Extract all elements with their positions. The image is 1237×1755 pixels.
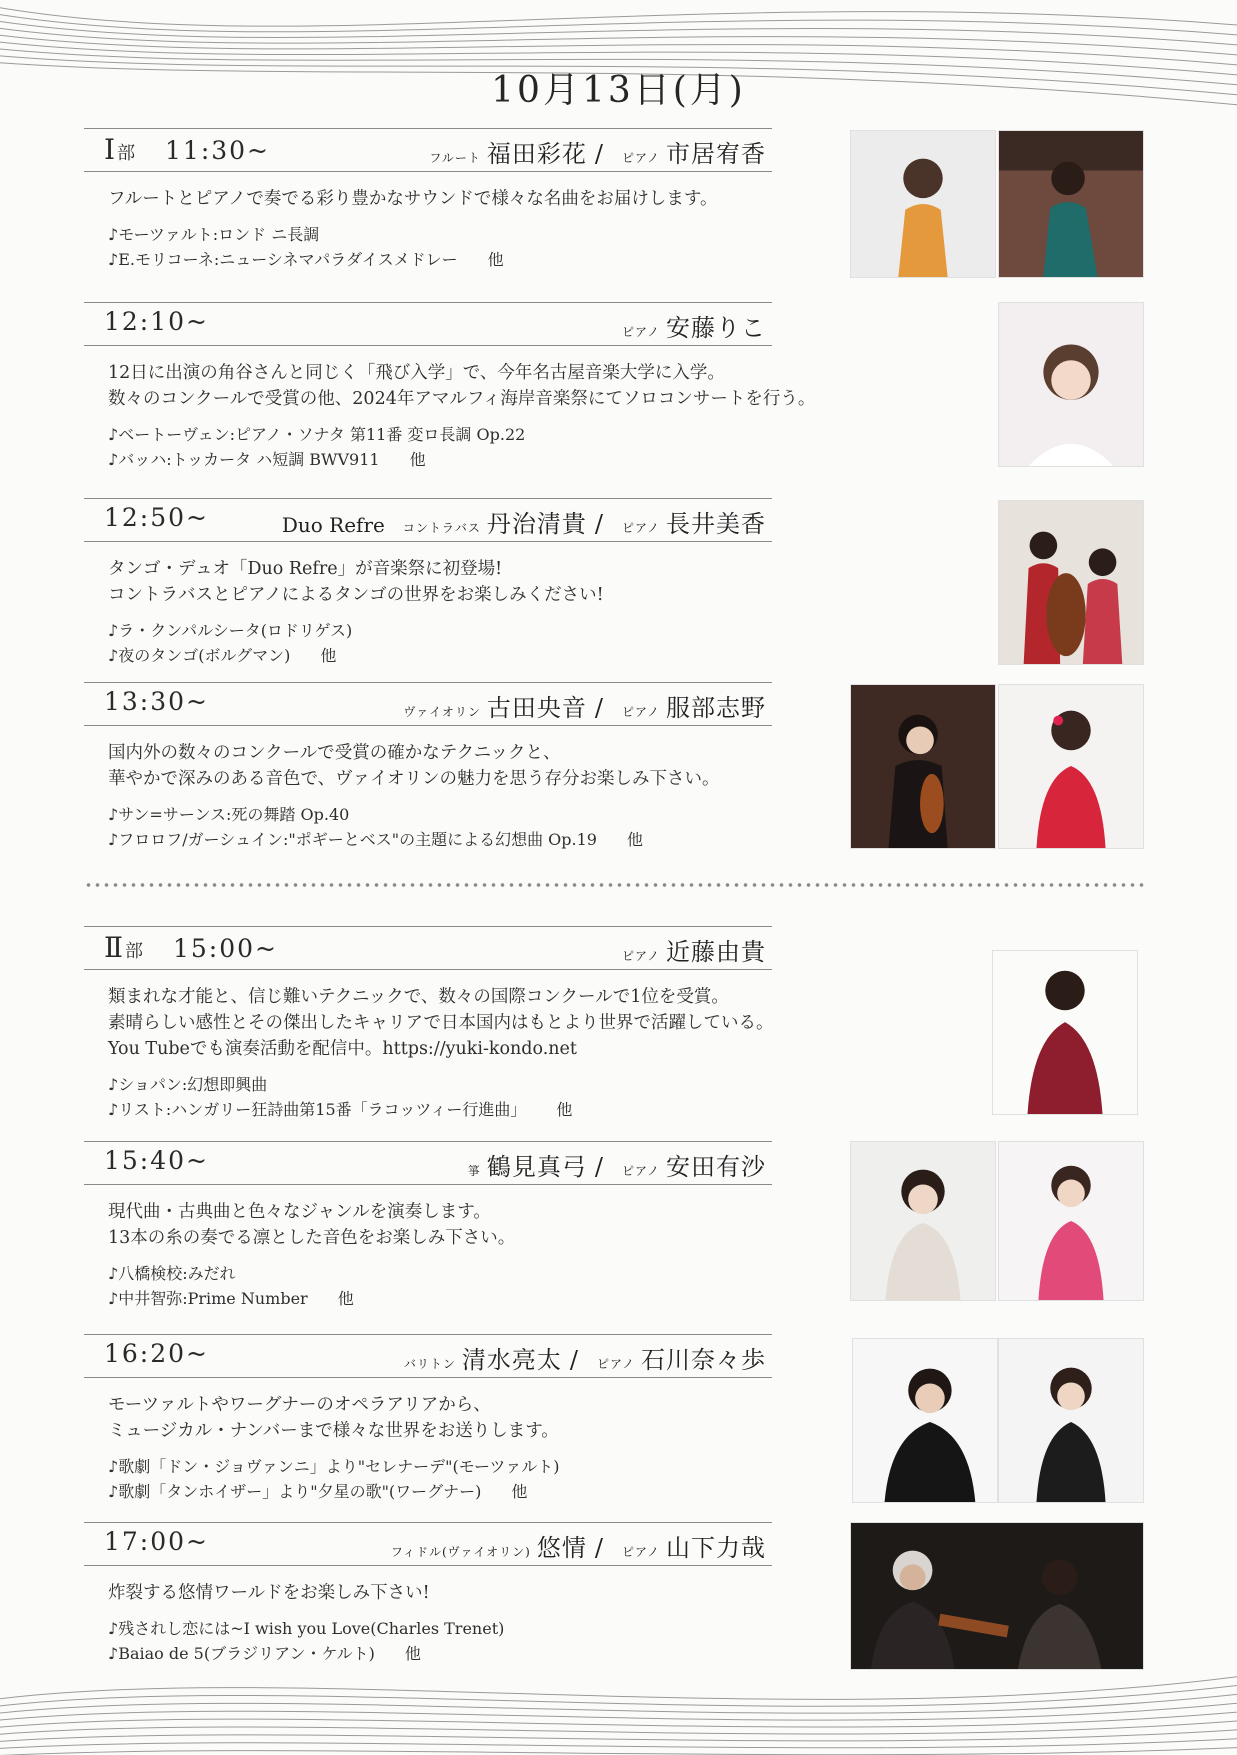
performer-photo — [850, 1141, 996, 1301]
program-item: ♪サン=サーンス:死の舞踏 Op.40 — [108, 805, 350, 824]
performer-name: 長井美香 — [666, 510, 766, 538]
program-item: ♪ショパン:幻想即興曲 — [108, 1075, 268, 1094]
program-list — [108, 1072, 1144, 1122]
performer-name: 古田央音 — [486, 694, 587, 722]
etc-label: 他 — [556, 1100, 573, 1119]
description-line: 13本の糸の奏でる凛とした音色をお楽しみ下さい。 — [108, 1228, 516, 1248]
description-line: コントラバスとピアノによるタンゴの世界をお楽しみください! — [108, 585, 604, 605]
performer-photo — [850, 130, 996, 278]
etc-label: 他 — [320, 646, 337, 665]
program-item: ♪ラ・クンパルシータ(ロドリゲス) — [108, 621, 353, 640]
performer-photo — [852, 1338, 998, 1503]
session-time — [104, 1527, 209, 1556]
description-line: 国内外の数々のコンクールで受賞の確かなテクニックと、 — [108, 743, 561, 763]
session-header — [84, 1522, 772, 1566]
time-label: 15:00~ — [172, 934, 278, 963]
program-list — [108, 618, 1144, 668]
etc-label: 他 — [487, 250, 504, 269]
performers — [381, 1528, 766, 1563]
performer-photo — [850, 684, 996, 849]
session-header — [84, 926, 772, 970]
program-item-with-etc — [108, 643, 1144, 668]
description-line: 素晴らしい感性とその傑出したキャリアで日本国内はもとより世界で活躍している。 — [108, 1013, 774, 1033]
separator: / — [594, 1153, 604, 1181]
separator: / — [594, 694, 604, 722]
instrument-label: フルート — [429, 151, 481, 165]
description-line: 12日に出演の角谷さんと同じく「飛び入学」で、今年名古屋音楽大学に入学。 — [108, 363, 725, 383]
group-name: Duo Refre — [281, 513, 385, 537]
description-line: モーツァルトやワーグナーのオペラアリアから、 — [108, 1395, 491, 1415]
performers — [394, 1340, 766, 1375]
session-time — [104, 931, 278, 964]
session-time — [104, 1146, 209, 1175]
performer-photo — [992, 950, 1138, 1115]
performers — [393, 688, 766, 723]
performers — [458, 1147, 766, 1182]
time-label: 13:30~ — [104, 687, 209, 716]
part-label: 部 — [125, 941, 146, 962]
wave-line-bottom — [0, 1747, 1237, 1755]
session-time — [104, 687, 209, 716]
instrument-label: バリトン — [403, 1357, 456, 1371]
section-divider-dots — [84, 880, 1144, 890]
wave-line-bottom — [0, 1702, 1237, 1721]
instrument-label: ピアノ — [621, 521, 660, 535]
instrument-label: ピアノ — [621, 325, 660, 339]
session-header — [84, 682, 772, 726]
performer-name: 服部志野 — [666, 694, 766, 722]
time-label: 11:30~ — [165, 136, 271, 165]
instrument-label: ピアノ — [621, 1545, 660, 1559]
etc-label: 他 — [337, 1289, 354, 1308]
description-line: ミュージカル・ナンバーまで様々な世界をお送りします。 — [108, 1421, 559, 1441]
part-label: 部 — [117, 143, 138, 164]
time-label: 15:40~ — [104, 1146, 209, 1175]
session-time — [104, 133, 270, 166]
wave-line-top — [0, 6, 1237, 26]
wave-line-bottom — [0, 1720, 1237, 1735]
performer-photo — [998, 302, 1144, 467]
instrument-label: ピアノ — [621, 1164, 660, 1178]
description-line: フルートとピアノで奏でる彩り豊かなサウンドで様々な名曲をお届けします。 — [108, 189, 718, 209]
program-item: ♪バッハ:トッカータ ハ短調 BWV911 — [108, 450, 380, 469]
instrument-label: ヴァイオリン — [403, 705, 481, 719]
program-item-with-etc — [108, 1097, 1144, 1122]
performer-photo — [998, 130, 1144, 278]
description-line: 華やかで深みのある音色で、ヴァイオリンの魅力を思う存分お楽しみ下さい。 — [108, 769, 720, 789]
separator: / — [594, 140, 604, 168]
instrument-label: ピアノ — [596, 1357, 635, 1371]
program-item: ♪八橋検校:みだれ — [108, 1264, 236, 1283]
instrument-label: ピアノ — [621, 705, 660, 719]
program-item: ♪ベートーヴェン:ピアノ・ソナタ 第11番 変ロ長調 Op.22 — [108, 425, 526, 444]
separator: / — [594, 1534, 604, 1562]
performer-photo — [850, 1522, 1144, 1670]
performers — [282, 504, 766, 539]
instrument-label: ピアノ — [621, 949, 660, 963]
description-line: You Tubeでも演奏活動を配信中。https://yuki-kondo.net — [108, 1039, 577, 1059]
program-item: ♪歌劇「ドン・ジョヴァンニ」より"セレナーデ"(モーツァルト) — [108, 1457, 560, 1476]
session-time — [104, 307, 209, 336]
description-line: 現代曲・古典曲と色々なジャンルを演奏します。 — [108, 1202, 491, 1222]
description-line: 類まれな才能と、信じ難いテクニックで、数々の国際コンクールで1位を受賞。 — [108, 987, 729, 1007]
part-number: Ⅱ — [104, 931, 126, 964]
performer-name: 安藤りこ — [666, 314, 766, 342]
performer-photo — [998, 684, 1144, 849]
description-line: 数々のコンクールで受賞の他、2024年アマルフィ海岸音楽祭にてソロコンサートを行う。 — [108, 389, 816, 409]
performer-name: 安田有沙 — [666, 1153, 766, 1181]
time-label: 12:10~ — [104, 307, 209, 336]
etc-label: 他 — [409, 450, 426, 469]
session-1210 — [84, 302, 1144, 472]
performers — [612, 308, 766, 343]
part-number: Ⅰ — [104, 133, 118, 166]
performer-name: 悠情 — [536, 1534, 587, 1562]
wave-line-bottom — [0, 1711, 1237, 1728]
time-label: 17:00~ — [104, 1527, 209, 1556]
session-description — [108, 556, 1144, 608]
program-item: ♪夜のタンゴ(ボルグマン) — [108, 646, 291, 665]
program-item: ♪Baiao de 5(ブラジリアン・ケルト) — [108, 1644, 375, 1663]
program-item: ♪残されし恋には~I wish you Love(Charles Trenet) — [108, 1619, 505, 1638]
program-item: ♪歌劇「タンホイザー」より"夕星の歌"(ワーグナー) — [108, 1482, 482, 1501]
program-item: ♪リスト:ハンガリー狂詩曲第15番「ラコッツィー行進曲」 — [108, 1100, 527, 1119]
performer-photo — [998, 1338, 1144, 1503]
instrument-label: 箏 — [467, 1164, 481, 1178]
session-header — [84, 1141, 772, 1185]
program-list — [108, 422, 1144, 472]
separator: / — [594, 510, 604, 538]
instrument-label: フィドル(ヴァイオリン) — [390, 1545, 531, 1559]
session-description — [108, 360, 1144, 412]
session-1250 — [84, 498, 1144, 668]
performer-name: 市居宥香 — [666, 140, 766, 168]
program-item: ♪E.モリコーネ:ニューシネマパラダイスメドレー — [108, 250, 458, 269]
session-description — [108, 984, 1144, 1062]
performer-name: 鶴見真弓 — [486, 1153, 587, 1181]
session-1500 — [84, 926, 1144, 1122]
performer-name: 山下力哉 — [666, 1534, 766, 1562]
performer-name: 石川奈々歩 — [641, 1346, 766, 1374]
performer-name: 丹治清貴 — [486, 510, 587, 538]
description-line: 炸裂する悠情ワールドをお楽しみ下さい! — [108, 1583, 430, 1603]
session-time — [104, 1339, 209, 1368]
description-line: タンゴ・デュオ「Duo Refre」が音楽祭に初登場! — [108, 559, 503, 579]
program-item-with-etc — [108, 447, 1144, 472]
time-label: 16:20~ — [104, 1339, 209, 1368]
performers — [612, 932, 766, 967]
page-title: 10月13日(月) — [491, 70, 746, 111]
etc-label: 他 — [626, 830, 643, 849]
performer-name: 福田彩花 — [486, 140, 587, 168]
time-label: 12:50~ — [104, 503, 209, 532]
session-header — [84, 128, 772, 172]
instrument-label: ピアノ — [621, 151, 660, 165]
etc-label: 他 — [511, 1482, 528, 1501]
etc-label: 他 — [404, 1644, 421, 1663]
session-header — [84, 498, 772, 542]
performer-photo — [998, 500, 1144, 665]
performer-name: 清水亮太 — [461, 1346, 562, 1374]
program-item: ♪フロロフ/ガーシュイン:"ポギーとベス"の主題による幻想曲 Op.19 — [108, 830, 597, 849]
program-item: ♪中井智弥:Prime Number — [108, 1289, 308, 1308]
program-item: ♪モーツァルト:ロンド ニ長調 — [108, 225, 320, 244]
session-header — [84, 302, 772, 346]
performer-photo — [998, 1141, 1144, 1301]
performers — [419, 134, 766, 169]
instrument-label: コントラバス — [402, 521, 481, 535]
performer-name: 近藤由貴 — [666, 938, 766, 966]
separator: / — [569, 1346, 579, 1374]
session-header — [84, 1334, 772, 1378]
session-time — [104, 503, 209, 532]
